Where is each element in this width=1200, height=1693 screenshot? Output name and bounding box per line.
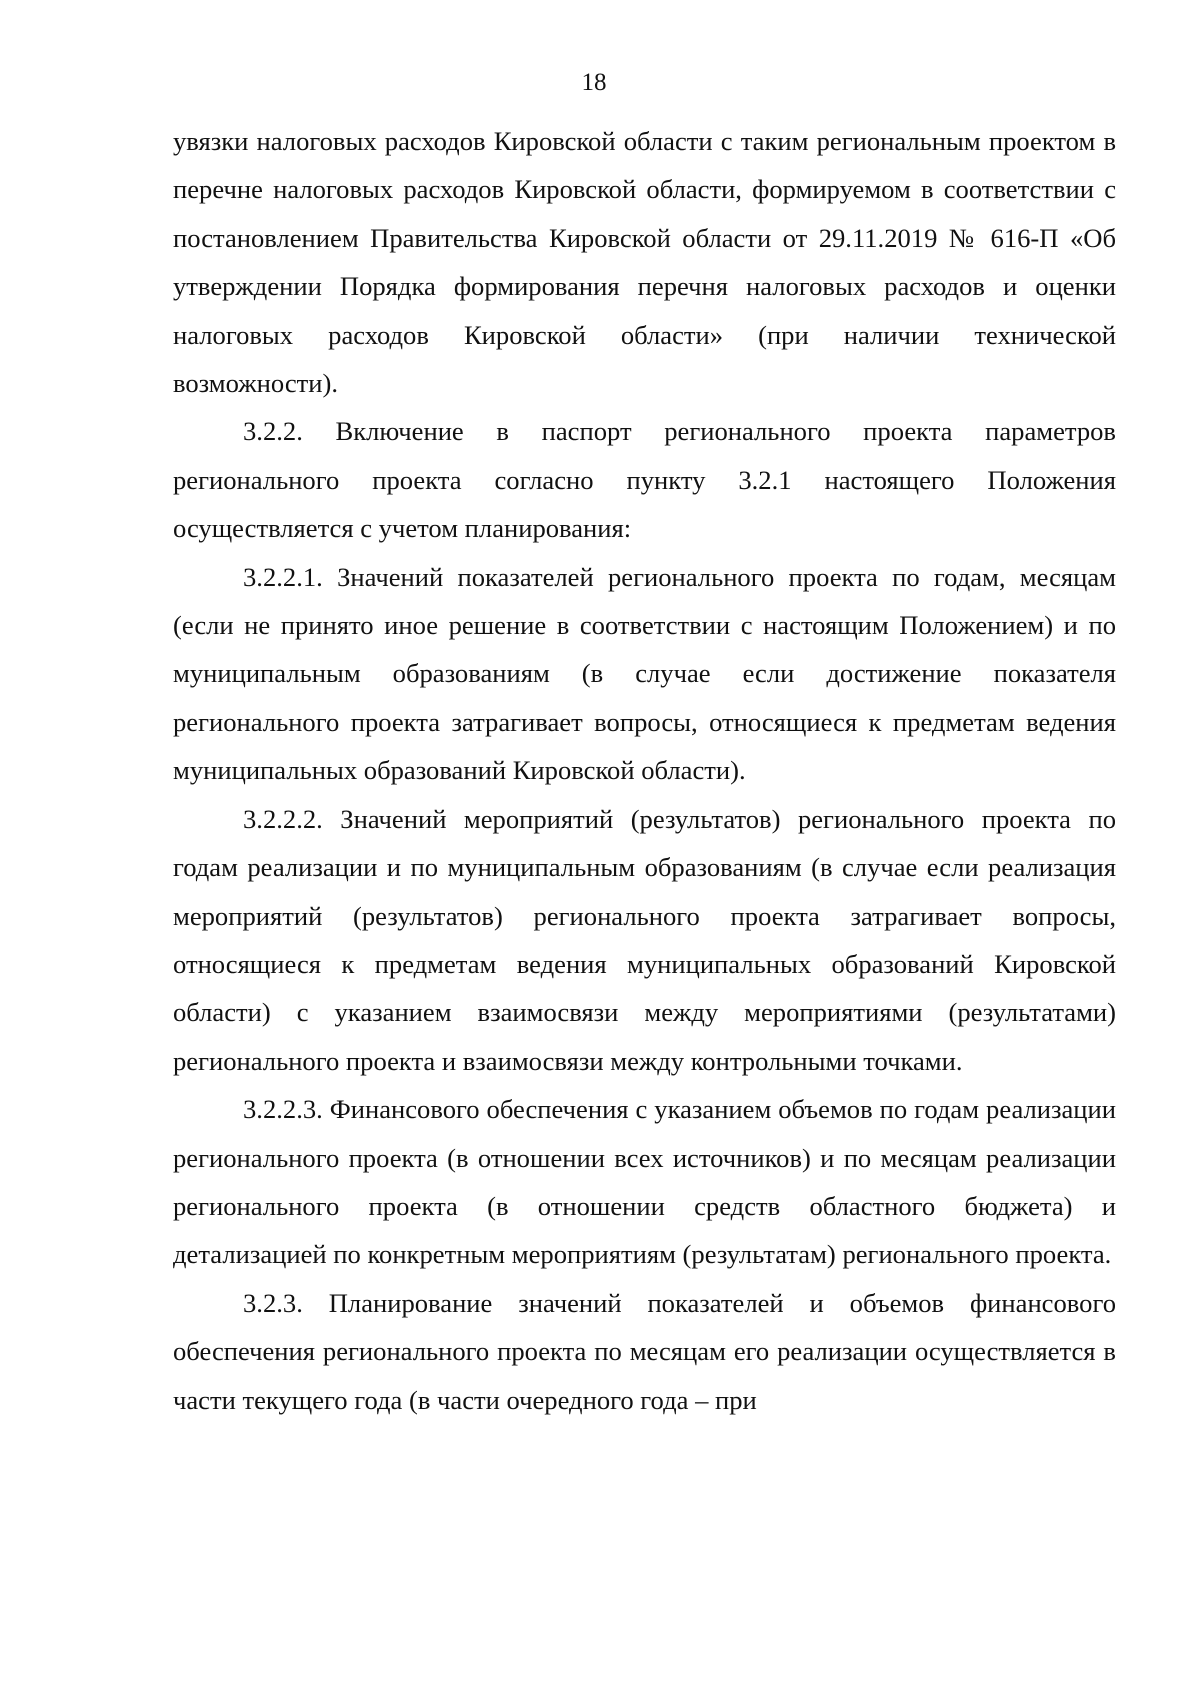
paragraph-3-2-3: 3.2.3. Планирование значений показателей и объемов финансового обеспечения регионального проекта по месяцам его реализации осуществляется в части текущего года (в части очередного года – при xyxy=(173,1287,1116,1415)
paragraph-3-2-2-2: 3.2.2.2. Значений мероприятий (результатов) регионального проекта по годам реализации и по муниципальным образованиям (в случае если реализация мероприятий (результатов) регионального проекта затрагивает вопросы, относящиеся к предметам ведения муниципальных образований Кировской области) с указанием взаимосвязи между мероприятиями (результатами) регионального проекта и взаимосвязи между контрольными точками. xyxy=(173,803,1116,1076)
document-body xyxy=(173,117,1116,1424)
paragraph-3-2-2-1: 3.2.2.1. Значений показателей регионального проекта по годам, месяцам (если не принято иное решение в соответствии с настоящим Положением) и по муниципальным образованиям (в случае если достижение показателя регионального проекта затрагивает вопросы, относящиеся к предметам ведения муниципальных образований Кировской области). xyxy=(173,561,1116,786)
paragraph-3-2-2: 3.2.2. Включение в паспорт регионального проекта параметров регионального проекта согласно пункту 3.2.1 настоящего Положения осуществляется с учетом планирования: xyxy=(173,416,1116,544)
page-number: 18 xyxy=(581,69,607,96)
paragraph-continuation: увязки налоговых расходов Кировской области с таким региональным проектом в перечне налоговых расходов Кировской области, формируемом в соответствии с постановлением Правительства Кировской области от 29.11.2019 № 616-П «Об утверждении Порядка формирования перечня налоговых расходов и оценки налоговых расходов Кировской области» (при наличии технической возможности). xyxy=(173,126,1116,399)
paragraph-3-2-2-3: 3.2.2.3. Финансового обеспечения с указанием объемов по годам реализации регионального проекта (в отношении всех источников) и по месяцам реализации регионального проекта (в отношении средств областного бюджета) и детализацией по конкретным мероприятиям (результатам) регионального проекта. xyxy=(173,1094,1116,1270)
